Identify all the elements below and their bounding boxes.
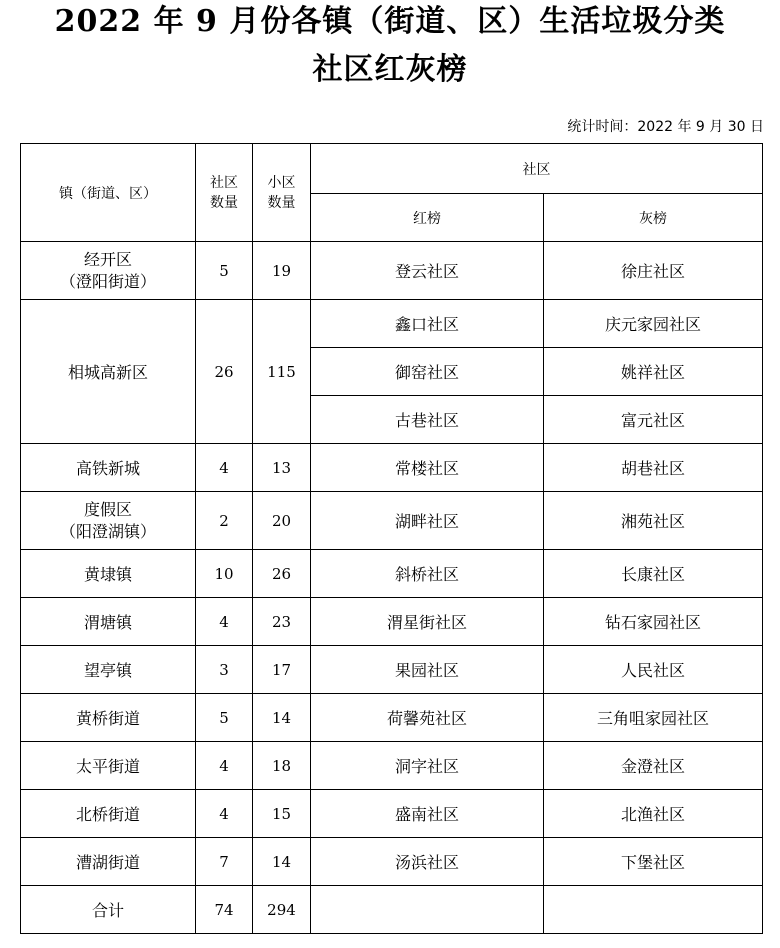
- red-list-community: 古巷社区: [311, 396, 544, 444]
- gray-list-community: 湘苑社区: [544, 492, 763, 550]
- gray-list-community: 徐庄社区: [544, 242, 763, 300]
- gray-list-community: 长康社区: [544, 550, 763, 598]
- total-estate-count: 294: [253, 886, 311, 934]
- ranking-table: [20, 143, 763, 934]
- estate-count: 14: [253, 694, 311, 742]
- red-list-community: 盛南社区: [311, 790, 544, 838]
- red-list-community: 洞字社区: [311, 742, 544, 790]
- gray-list-community: 金澄社区: [544, 742, 763, 790]
- town-cell: 高铁新城: [21, 444, 196, 492]
- community-count: 5: [196, 242, 253, 300]
- table-row: [21, 300, 763, 348]
- statistics-time: 统计时间：2022 年 9 月 30 日: [567, 119, 764, 135]
- gray-list-community: 下堡社区: [544, 838, 763, 886]
- community-count: 4: [196, 742, 253, 790]
- total-community-count: 74: [196, 886, 253, 934]
- estate-count: 13: [253, 444, 311, 492]
- town-subname: （阳澄湖镇）: [59, 521, 156, 541]
- header-estate-count-line2: 数量: [267, 194, 296, 211]
- header-community: 社区: [311, 144, 763, 194]
- header-gray-list: 灰榜: [544, 194, 763, 242]
- community-count: 4: [196, 598, 253, 646]
- town-name: 度假区: [83, 499, 132, 519]
- gray-list-community: 富元社区: [544, 396, 763, 444]
- table-row: [21, 550, 763, 598]
- estate-count: 18: [253, 742, 311, 790]
- table-row: [21, 838, 763, 886]
- estate-count: 15: [253, 790, 311, 838]
- estate-count: 17: [253, 646, 311, 694]
- community-count: 10: [196, 550, 253, 598]
- town-name: 经开区: [83, 249, 132, 269]
- red-list-community: 渭星街社区: [311, 598, 544, 646]
- town-cell: [21, 242, 196, 300]
- community-count: 7: [196, 838, 253, 886]
- gray-list-community: 庆元家园社区: [544, 300, 763, 348]
- community-count: 5: [196, 694, 253, 742]
- gray-list-community: 钻石家园社区: [544, 598, 763, 646]
- town-cell: 漕湖街道: [21, 838, 196, 886]
- town-cell: 渭塘镇: [21, 598, 196, 646]
- red-list-community: 鑫口社区: [311, 300, 544, 348]
- gray-list-community: 胡巷社区: [544, 444, 763, 492]
- header-community-count-line2: 数量: [210, 194, 238, 211]
- town-cell: 望亭镇: [21, 646, 196, 694]
- estate-count: 20: [253, 492, 311, 550]
- community-count: 26: [196, 300, 253, 444]
- gray-list-community: 人民社区: [544, 646, 763, 694]
- header-red-list: 红榜: [311, 194, 544, 242]
- table-row: [21, 742, 763, 790]
- red-list-community: 常楼社区: [311, 444, 544, 492]
- town-cell: 黄埭镇: [21, 550, 196, 598]
- community-count: 4: [196, 444, 253, 492]
- town-cell: [21, 492, 196, 550]
- red-list-community: 荷馨苑社区: [311, 694, 544, 742]
- total-label: 合计: [21, 886, 196, 934]
- town-cell: 黄桥街道: [21, 694, 196, 742]
- gray-list-community: 三角咀家园社区: [544, 694, 763, 742]
- table-row: [21, 790, 763, 838]
- community-count: 2: [196, 492, 253, 550]
- table-row: [21, 598, 763, 646]
- town-cell: 太平街道: [21, 742, 196, 790]
- header-town: 镇（街道、区）: [21, 144, 196, 242]
- red-list-community: 湖畔社区: [311, 492, 544, 550]
- estate-count: 23: [253, 598, 311, 646]
- total-red-empty: [311, 886, 544, 934]
- table-row: [21, 492, 763, 550]
- estate-count: 19: [253, 242, 311, 300]
- header-community-count: [196, 144, 253, 242]
- table-row: [21, 694, 763, 742]
- red-list-community: 果园社区: [311, 646, 544, 694]
- document-title-line1: 2022 年 9 月份各镇（街道、区）生活垃圾分类: [54, 4, 726, 39]
- red-list-community: 御窑社区: [311, 348, 544, 396]
- town-subname: （澄阳街道）: [59, 271, 156, 291]
- gray-list-community: 北渔社区: [544, 790, 763, 838]
- community-count: 3: [196, 646, 253, 694]
- header-community-count-line1: 社区: [210, 174, 238, 191]
- header-row: [21, 144, 763, 194]
- town-cell: 相城高新区: [21, 300, 196, 444]
- red-list-community: 汤浜社区: [311, 838, 544, 886]
- total-gray-empty: [544, 886, 763, 934]
- table-row: [21, 646, 763, 694]
- header-estate-count: [253, 144, 311, 242]
- table-row: [21, 242, 763, 300]
- total-row: [21, 886, 763, 934]
- gray-list-community: 姚祥社区: [544, 348, 763, 396]
- document-title-line2: 社区红灰榜: [312, 52, 468, 87]
- red-list-community: 登云社区: [311, 242, 544, 300]
- estate-count: 26: [253, 550, 311, 598]
- community-count: 4: [196, 790, 253, 838]
- estate-count: 115: [253, 300, 311, 444]
- table-row: [21, 444, 763, 492]
- red-list-community: 斜桥社区: [311, 550, 544, 598]
- town-cell: 北桥街道: [21, 790, 196, 838]
- header-estate-count-line1: 小区: [267, 174, 296, 191]
- estate-count: 14: [253, 838, 311, 886]
